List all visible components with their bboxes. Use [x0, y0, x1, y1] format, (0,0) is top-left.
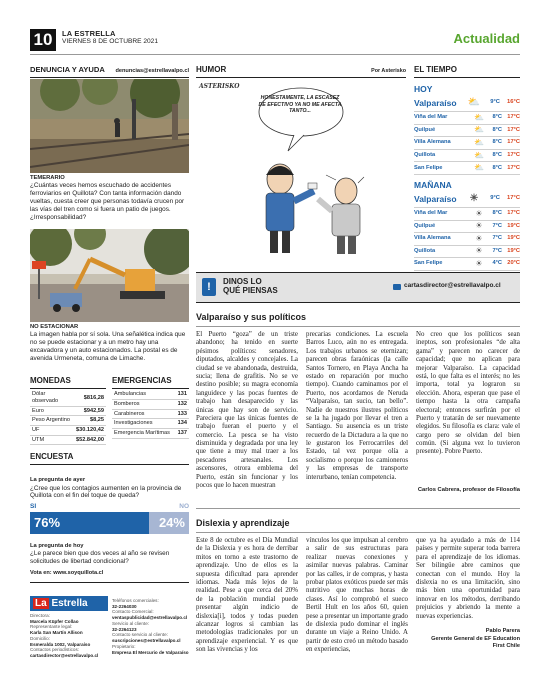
encuesta-section	[30, 452, 189, 583]
staff-value: 32-2264123	[112, 626, 137, 632]
weather-row	[414, 150, 520, 163]
staff-label: Domicilio:	[30, 635, 50, 641]
logo-la: La	[35, 598, 47, 609]
masthead-brand: LA ESTRELLA	[62, 29, 116, 38]
item-1-title: TEMERARIO	[30, 175, 65, 181]
staff-value: 32-2264030	[112, 603, 137, 609]
cloud-sun-icon: ⛅	[474, 137, 484, 147]
temp-min: 8°C	[492, 139, 502, 146]
cloud-sun-icon: ⛅	[474, 163, 484, 173]
cartoon-bubble-text: HONESTAMENTE, LA ESCASEZ DE EFECTIVO YA NO ME AFECTA TANTO...	[258, 95, 342, 114]
table-row	[30, 406, 106, 416]
temp-max: 20°C	[507, 260, 520, 267]
temp-min: 7°C	[492, 235, 502, 242]
denuncia-section	[30, 65, 189, 78]
temp-min: 8°C	[492, 210, 502, 217]
si-bar	[30, 512, 149, 534]
railway-photo	[30, 79, 189, 173]
staff-label: Contacto servicio al cliente:	[112, 632, 168, 638]
denuncia-item-2	[30, 324, 189, 363]
row-label: Dólar observado	[30, 390, 74, 406]
sun-icon: ☀	[475, 221, 483, 231]
manana-label: MAÑANA	[414, 180, 452, 191]
letter-1-author: Carlos Cabrera, profesor de Filosofía	[417, 487, 520, 493]
dinos-banner	[196, 272, 520, 303]
humor-author: Por Asterisko	[371, 68, 406, 74]
staff-label: Directora:	[30, 613, 50, 618]
letter-2-author-role: Gerente General de EF Education	[431, 635, 520, 642]
weather-city: Villa Alemana	[414, 235, 451, 242]
weather-row	[414, 137, 520, 150]
row-label: Investigaciones	[112, 419, 175, 429]
weather-city: Quilpué	[414, 126, 436, 133]
table-row	[112, 409, 189, 419]
staff-value: Marcela Küpfer Collao	[30, 618, 79, 624]
weather-section	[414, 65, 520, 271]
row-value: $816,28	[74, 390, 106, 406]
staff-label: Servicio al cliente:	[112, 620, 150, 626]
staff-value: Empresa El Mercurio de Valparaíso	[112, 649, 189, 655]
letter-2-author-org: First Chile	[492, 643, 520, 650]
letter-2-col-2: vínculos los que impulsan al cerebro a salir de sus estructuras para realizar nuevas conexiones y asimilar nuevas palabras. Caminar por las calles, ir de compras, y hasta probar platos exóticos puede ser más nutritivo que muchas horas de clases. Así lo comprobó el sueco Bertil Hult en los años 60, quien pese a presentar un importante grado de dislexia pudo dominar el inglés durante un viaje a Reino Unido. A partir de esto creó un método basado en experiencias,	[306, 537, 408, 654]
temp-min: 8°C	[492, 126, 502, 133]
row-label: Ambulancias	[112, 390, 175, 399]
letter-1-col-3: No creo que los políticos sean ineptos, son profesionales “de alta gama” y parecen no carecer de capacidad; que no aplican para mejorar Valparaíso. La capacidad está, lo que falta es el interés; no les importa, total ya lograron su elección. Ahora, esperan que pase el tiempo hasta la otra campaña electoral; entonces surfirán por el Puerto y tratarán de ser nuevamente elegidos. Su filosofía es clara: vale el cargo pero se olvidan del bien común. (Si alguna vez lo tuvieron presente). Pobre Puerto.	[416, 331, 520, 456]
pregunta-hoy-label: La pregunta de hoy	[30, 542, 84, 549]
weather-row	[414, 208, 520, 221]
weather-city: Valparaíso	[414, 97, 457, 108]
row-value: 134	[175, 419, 189, 429]
staff-right	[112, 598, 192, 655]
table-row	[30, 390, 106, 406]
weather-row	[414, 221, 520, 234]
letter-2-col-3: que ya ha ayudado a más de 114 países y permite superar toda barrera para el aprendizaje de los idiomas. Ser bilingüe abre caminos que conectan con el mundo. Hoy la dislexia no es una limitación, sino más bien una oportunidad para innovar en los métodos, derribando prejuicios y abriendo la mente a nuevas experiencias.	[416, 537, 520, 620]
pregunta-hoy: ¿Le parece bien que dos veces al año se revisen solicitudes de libertad condicional?	[30, 549, 170, 565]
humor-title: HUMOR	[196, 65, 227, 74]
row-value: $8,25	[74, 416, 106, 426]
letter-2-title: Dislexia y aprendizaje	[196, 518, 520, 533]
temp-max: 17°C	[507, 114, 520, 121]
cloud-sun-icon: ⛅	[467, 96, 481, 108]
row-value: 131	[175, 390, 189, 399]
no-label: NO	[179, 503, 189, 511]
temp-min: 8°C	[492, 164, 502, 171]
row-value: $30.120,42	[74, 426, 106, 436]
denuncia-title: DENUNCIA Y AYUDA	[30, 65, 105, 74]
table-row	[30, 426, 106, 436]
cloud-sun-icon: ⛅	[474, 112, 484, 122]
cloud-sun-icon: ⛅	[474, 125, 484, 135]
emergencias-title: EMERGENCIAS	[112, 376, 189, 389]
weather-row	[414, 125, 520, 138]
table-row	[112, 390, 189, 399]
no-bar	[149, 512, 189, 534]
row-label: Emergencia Marítimas	[112, 429, 175, 439]
sun-icon: ☀	[475, 208, 483, 218]
mail-icon	[393, 284, 401, 290]
row-label: Euro	[30, 406, 74, 416]
estrella-logo	[30, 596, 108, 611]
temp-max: 17°C	[507, 152, 520, 159]
staff-label: Contactos periodísticos:	[30, 647, 80, 653]
row-value: $52.842,00	[74, 435, 106, 445]
section-title: Actualidad	[453, 31, 520, 46]
row-label: Bomberos	[112, 399, 175, 409]
denuncia-item-1	[30, 175, 189, 221]
humor-header	[196, 65, 406, 78]
row-value: 132	[175, 399, 189, 409]
dinos-title-line1: DINOS LO	[223, 277, 262, 286]
weather-city: Quillota	[414, 152, 436, 159]
weather-row	[414, 191, 520, 207]
table-row	[30, 435, 106, 445]
weather-city: Valparaíso	[414, 193, 457, 204]
item-2-title: NO ESTACIONAR	[30, 324, 79, 330]
pregunta-ayer-label: La pregunta de ayer	[30, 477, 86, 484]
page-number: 10	[30, 29, 56, 51]
row-value: 137	[175, 429, 189, 439]
cartoon-signature: ASTERISKO	[199, 83, 240, 90]
staff-left	[30, 613, 108, 659]
row-label: UF	[30, 426, 74, 436]
staff-value: cartasdirector@estrellavalpo.cl	[30, 653, 99, 659]
temp-max: 17°C	[507, 126, 520, 133]
weather-city: Viña del Mar	[414, 114, 448, 121]
temp-min: 4°C	[492, 260, 502, 267]
temp-min: 8°C	[492, 152, 502, 159]
issue-date: VIERNES 8 DE OCTUBRE 2021	[62, 38, 159, 45]
table-row	[112, 419, 189, 429]
logo-estrella: Estrella	[51, 598, 88, 609]
sun-icon: ☀	[475, 233, 483, 243]
row-value: $942,59	[74, 406, 106, 416]
weather-row	[414, 95, 520, 111]
temp-max: 19°C	[507, 247, 520, 254]
weather-row	[414, 258, 520, 271]
letter-2-author	[400, 628, 520, 651]
weather-row	[414, 112, 520, 125]
weather-row	[414, 162, 520, 175]
no-value: 24%	[158, 514, 185, 530]
temp-max: 19°C	[507, 222, 520, 229]
staff-value: ventaspublicidad@estrellavalpo.cl	[112, 615, 188, 621]
staff-label: Propietario:	[112, 643, 136, 649]
exclamation-icon: !	[202, 278, 216, 296]
encuesta-title: ENCUESTA	[30, 452, 189, 465]
temp-min: 9°C	[490, 195, 500, 202]
weather-city: Viña del Mar	[414, 210, 448, 217]
staff-value: Karla San Martín Allison	[30, 630, 83, 636]
si-label: SI	[30, 503, 37, 511]
staff-label: Representante legal:	[30, 624, 73, 630]
weather-title: EL TIEMPO	[414, 65, 520, 78]
item-2-text: La imagen habla por sí sola. Una señalética indica que no se puede estacionar y a un metro hay una excavadora y un auto estacionados. La postal es de avenida Urmeneta, comuna de Limache.	[30, 331, 186, 362]
poll-result-bar	[30, 512, 189, 534]
row-label: Carabineros	[112, 409, 175, 419]
temp-max: 16°C	[507, 99, 520, 106]
table-row	[30, 416, 106, 426]
table-row	[112, 429, 189, 439]
temp-min: 9°C	[490, 99, 500, 106]
row-label: UTM	[30, 435, 74, 445]
weather-city: San Felipe	[414, 260, 443, 267]
staff-label: Contacto Comercial:	[112, 609, 154, 615]
letter-1-col-2: precarias condiciones. La escuela Barros Luco, aún no es entregada. Los trabajos urbanos se eternizan; parecen obras faraónicas (la calle Santos Tornero, en Playa Ancha ha estado en reparación por mucho tiempo). Cuando caminamos por el Puerto, nos acordamos de Neruda “Valparaíso, tan sucio, tan bello”. Nadie de nuestros ilustres políticos se la ha jugado por llevar el tren a Santiago. Su ausencia es un triste recuerdo de la Dictadura a la que no le gustaron los Ferrocarriles del Estado, tal vez porque olía a socialismo o porque los camioneros y las empresas de transporte interurbano, tenían competencia.	[306, 331, 408, 481]
weather-city: Quilpué	[414, 222, 436, 229]
dinos-title-line2: QUÉ PIENSAS	[223, 286, 278, 296]
letter-1-col-1: El Puerto “goza” de un triste abandono; ha tenido en suerte pésimos políticos: senadores, diputados, alcaldes y concejales. La ciudad se ve abandonada, destruida, sucia; llena de grafitis. No se ve destino posible; su magra economía languidece y las pocas fuentes de trabajo han desaparecido y las únicas que hay son de servicio. Pareciera que las únicas fuentes de trabajo fueran el puerto y el comercio. La pesca se ha visto disminuida y degradada por una ley que tiene a muy mal traer a los pescadores artesanales. Los ascensores, otrora emblema del Puerto, están sin funcionar y los pocos que lo hacen muestran	[196, 331, 298, 490]
staff-value: suscripciones@estrellavalpo.cl	[112, 638, 181, 644]
sun-icon: ☀	[475, 246, 483, 256]
pregunta-ayer: ¿Cree que los contagios aumenten en la provincia de Quillota con el fin del toque de queda?	[30, 484, 182, 500]
temp-min: 7°C	[492, 222, 502, 229]
monedas-table	[30, 376, 106, 445]
table-row	[112, 399, 189, 409]
sun-icon: ☀	[469, 192, 479, 204]
temp-max: 17°C	[507, 210, 520, 217]
excavator-photo	[30, 229, 189, 322]
sun-icon: ☀	[475, 259, 483, 268]
staff-value: Esmeralda 1002, Valparaíso	[30, 641, 91, 647]
temp-min: 7°C	[492, 247, 502, 254]
weather-row	[414, 233, 520, 246]
letter-2-col-1: Este 8 de octubre es el Día Mundial de la Dislexia y es hora de derribar mitos en torno a este trastorno de aprendizaje. Uno de ellos es la supuesta dificultad para aprender idiomas. Nada más lejos de la realidad. Pese a que cerca del 20% de la población mundial puede presentar algún indicio de dislexia[i], todos y todas pueden alcanzar logros si cambian las metodologías tradicionales por un aprendizaje experiencial. Y es que son las vivencias y los	[196, 537, 298, 654]
temp-min: 8°C	[492, 114, 502, 121]
denuncia-email[interactable]: denuncias@estrellavalpo.cl	[115, 68, 189, 74]
temp-max: 17°C	[507, 164, 520, 171]
row-label: Peso Argentino	[30, 416, 74, 426]
weather-city: Quillota	[414, 247, 436, 254]
weather-city: San Felipe	[414, 164, 443, 171]
temp-max: 19°C	[507, 235, 520, 242]
letter-2-author-name: Pablo Parera	[485, 628, 520, 634]
si-value: 76%	[34, 514, 61, 530]
row-value: 133	[175, 409, 189, 419]
dinos-title	[223, 277, 278, 295]
vote-link[interactable]: Vota en: www.soyquillota.cl	[30, 570, 189, 583]
weather-row	[414, 246, 520, 259]
temp-max: 17°C	[507, 139, 520, 146]
hoy-label: HOY	[414, 84, 433, 95]
letters-divider	[196, 508, 520, 509]
staff-label: Teléfonos comerciales:	[112, 598, 159, 603]
cloud-sun-icon: ⛅	[474, 150, 484, 160]
emergencias-table	[112, 376, 189, 439]
letter-1-title: Valparaíso y sus políticos	[196, 312, 520, 327]
weather-city: Villa Alemana	[414, 139, 451, 146]
temp-max: 17°C	[507, 195, 520, 202]
header-divider	[30, 54, 520, 55]
item-1-text: ¿Cuántas veces hemos escuchado de accidentes ferroviarios en Quillota? Con tanta información dando vueltas, cuesta creer que personas todavía crucen por las vías del tren como si fuera un patio de juegos. ¿Irresponsabilidad?	[30, 182, 185, 221]
monedas-title: MONEDAS	[30, 376, 106, 389]
dinos-email[interactable]: cartasdirector@estrellavalpo.cl	[404, 282, 501, 289]
